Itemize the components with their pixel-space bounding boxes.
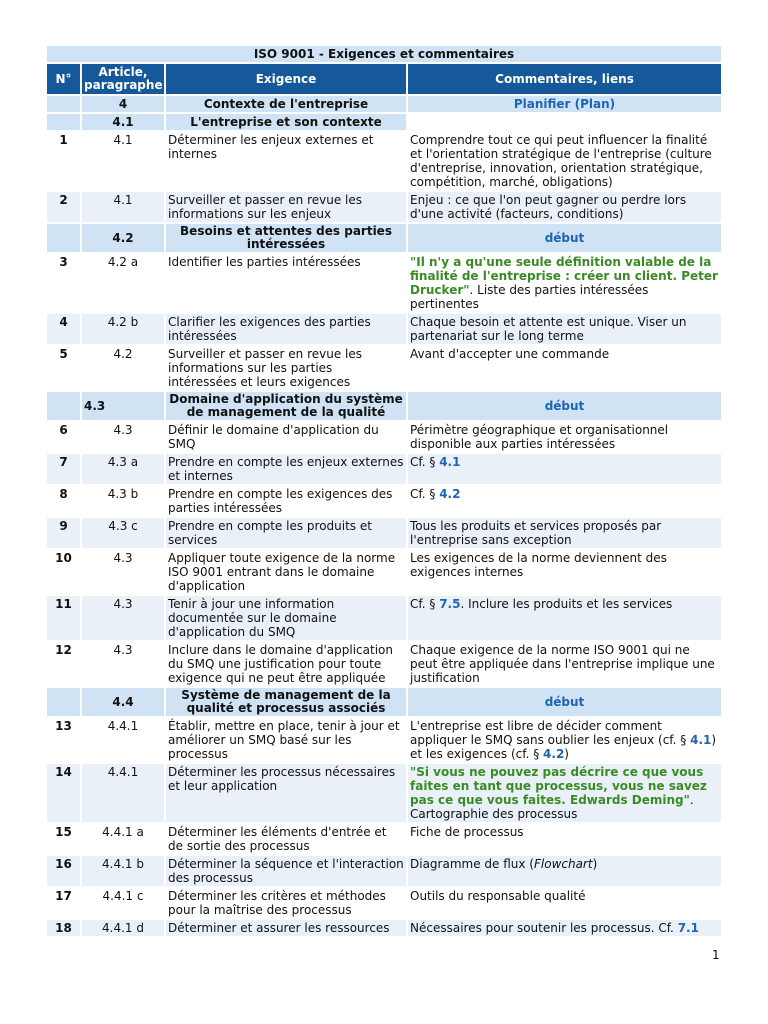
document <box>45 44 721 938</box>
table-row: 4 4.2 b Clarifier les exigences des parties intéressées Chaque besoin et attente est unique. Viser un partenariat sur le long terme <box>47 314 721 344</box>
section-title: Contexte de l'entreprise <box>166 96 406 112</box>
quote: "Il n'y a qu'une seule définition valable de la finalité de l'entreprise : créer un client. Peter Drucker" <box>410 255 718 297</box>
table-row: 18 4.4.1 d Déterminer et assurer les ressources Nécessaires pour soutenir les processus. Cf. 7.1 <box>47 920 721 936</box>
table-row: 5 4.2 Surveiller et passer en revue les informations sur les parties intéressées et leurs exigences Avant d'accepter une commande <box>47 346 721 390</box>
section-link[interactable]: 4.1 <box>439 455 461 469</box>
section-row-4-2 <box>47 224 721 252</box>
table-row: 16 4.4.1 b Déterminer la séquence et l'interaction des processus Diagramme de flux (Flowchart) <box>47 856 721 886</box>
section-title: Domaine d'application du système de management de la qualité <box>166 392 406 420</box>
section-link[interactable]: 7.1 <box>677 921 699 935</box>
table-row: 6 4.3 Définir le domaine d'application du SMQ Périmètre géographique et organisationnel disponible aux parties intéressées <box>47 422 721 452</box>
header-article: Article, paragraphe <box>84 65 163 92</box>
section-link[interactable]: début <box>408 224 721 252</box>
section-row-4-3 <box>47 392 721 420</box>
table-row: 7 4.3 a Prendre en compte les enjeux externes et internes Cf. § 4.1 <box>47 454 721 484</box>
section-link[interactable]: début <box>408 688 721 716</box>
section-row-4-4 <box>47 688 721 716</box>
section-article: 4 <box>82 96 164 112</box>
section-article: 4.2 <box>82 224 164 252</box>
section-link[interactable]: début <box>408 392 721 420</box>
section-title: Système de management de la qualité et processus associés <box>166 688 406 716</box>
section-row-4 <box>47 96 721 112</box>
quote: "Si vous ne pouvez pas décrire ce que vous faites en tant que processus, vous ne savez pas ce que vous faites. Edwards Deming" <box>410 765 707 807</box>
section-link[interactable]: 7.5 <box>439 597 461 611</box>
section-link[interactable]: 4.2 <box>439 487 461 501</box>
section-article: 4.4 <box>82 688 164 716</box>
section-article: 4.1 <box>82 114 164 130</box>
table-row: 9 4.3 c Prendre en compte les produits et services Tous les produits et services proposés par l'entreprise sans exception <box>47 518 721 548</box>
table-row: 14 4.4.1 Déterminer les processus nécessaires et leur application "Si vous ne pouvez pas décrire ce que vous faites en tant que processus, vous ne savez pas ce que vous faites. Edwards Deming". Cartographie des processus <box>47 764 721 822</box>
table-row: 15 4.4.1 a Déterminer les éléments d'entrée et de sortie des processus Fiche de processus <box>47 824 721 854</box>
table-row: 11 4.3 Tenir à jour une information documentée sur le domaine d'application du SMQ Cf. § 7.5. Inclure les produits et les services <box>47 596 721 640</box>
page-number: 1 <box>712 948 720 962</box>
section-row-4-1 <box>47 114 721 130</box>
table-row: 10 4.3 Appliquer toute exigence de la norme ISO 9001 entrant dans le domaine d'application Les exigences de la norme deviennent des exigences internes <box>47 550 721 594</box>
table-row: 12 4.3 Inclure dans le domaine d'application du SMQ une justification pour toute exigence qui ne peut être appliquée Chaque exigence de la norme ISO 9001 qui ne peut être appliquée dans l'entreprise implique une justification <box>47 642 721 686</box>
requirements-table <box>45 44 723 938</box>
section-title: L'entreprise et son contexte <box>166 114 406 130</box>
header-exigence: Exigence <box>166 64 406 94</box>
table-row: 17 4.4.1 c Déterminer les critères et méthodes pour la maîtrise des processus Outils du responsable qualité <box>47 888 721 918</box>
table-title-row <box>47 46 721 62</box>
table-row: 13 4.4.1 Établir, mettre en place, tenir à jour et améliorer un SMQ basé sur les processus L'entreprise est libre de décider comment appliquer le SMQ sans oublier les enjeux (cf. § 4.1) et les exigences (cf. § 4.2) <box>47 718 721 762</box>
section-link[interactable]: 4.2 <box>543 747 565 761</box>
table-row: 2 4.1 Surveiller et passer en revue les informations sur les enjeux Enjeu : ce que l'on peut gagner ou perdre lors d'une activité (facteurs, conditions) <box>47 192 721 222</box>
table-row: 1 4.1 Déterminer les enjeux externes et internes Comprendre tout ce qui peut influencer la finalité et l'orientation stratégique de l'entreprise (culture d'entreprise, innovation, orientation stratégique, compétition, marché, obligations) <box>47 132 721 190</box>
section-title: Besoins et attentes des parties intéressées <box>166 224 406 252</box>
section-link[interactable]: Planifier (Plan) <box>408 96 721 112</box>
header-num: N° <box>47 64 80 94</box>
table-title: ISO 9001 - Exigences et commentaires <box>47 46 721 62</box>
table-row: 8 4.3 b Prendre en compte les exigences des parties intéressées Cf. § 4.2 <box>47 486 721 516</box>
section-article: 4.3 <box>82 392 164 420</box>
table-row: 3 4.2 a Identifier les parties intéressées "Il n'y a qu'une seule définition valable de la finalité de l'entreprise : créer un client. Peter Drucker". Liste des parties intéressées pertinentes <box>47 254 721 312</box>
section-link[interactable]: 4.1 <box>690 733 712 747</box>
column-header-row <box>47 64 721 94</box>
header-comments: Commentaires, liens <box>408 64 721 94</box>
